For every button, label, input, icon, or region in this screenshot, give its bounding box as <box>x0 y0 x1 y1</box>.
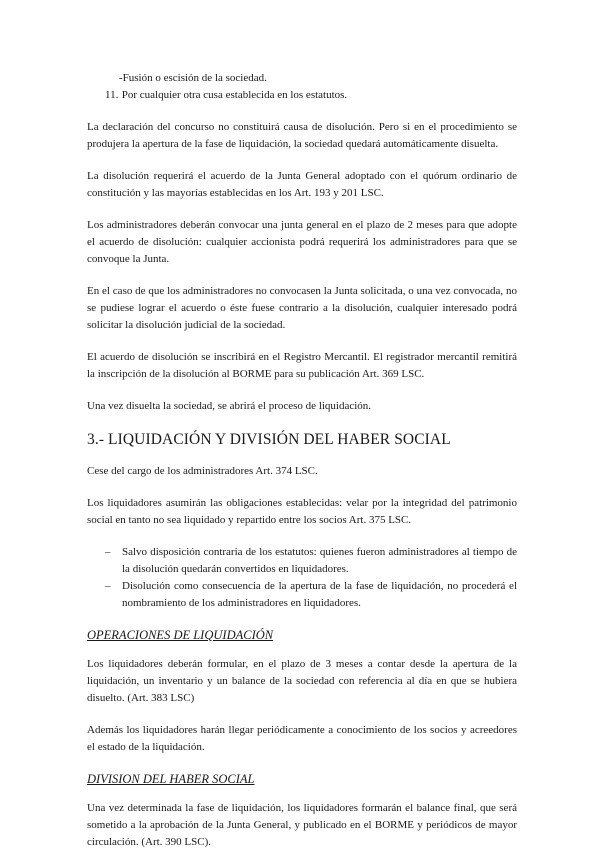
paragraph-disolucion-judicial: En el caso de que los administradores no convocasen la Junta solicitada, o una vez convocada, no se pudiese lograr el acuerdo o éste fuese contrario a la disolución, cualquier interesado podrá solicitar la disolución judicial de la sociedad. <box>87 285 517 331</box>
dash-bullet: – <box>105 546 111 558</box>
document-page <box>87 70 517 866</box>
list-item-number: 11. <box>105 89 119 101</box>
list-item-text: Por cualquier otra cusa establecida en los estatutos. <box>121 89 348 101</box>
paragraph-proceso-liquidacion: Una vez disuelta la sociedad, se abrirá el proceso de liquidación. <box>87 400 372 412</box>
list-item-text: Salvo disposición contraria de los estatutos: quienes fueron administradores al tiempo de la disolución quedarán convertidos en liquidadores. <box>122 546 517 575</box>
list-item-11 <box>87 87 517 104</box>
section-title: 3.- LIQUIDACIÓN Y DIVISIÓN DEL HABER SOCIAL <box>87 431 451 448</box>
paragraph-balance-final: Una vez determinada la fase de liquidación, los liquidadores formarán el balance final, que será sometido a la aprobación de la Junta General, y publicado en el BORME y periódicos de mayor circulación. (Art. 390 LSC). <box>87 802 517 848</box>
list-item <box>87 544 517 578</box>
list-item-fusion: -Fusión o escisión de la sociedad. <box>119 72 267 84</box>
subsection-title-division: DIVISION DEL HABER SOCIAL <box>87 772 255 786</box>
paragraph-junta-general: La disolución requerirá el acuerdo de la Junta General adoptado con el quórum ordinario de constitución y las mayorías establecidas en los Art. 193 y 201 LSC. <box>87 170 517 199</box>
subsection-title-operaciones: OPERACIONES DE LIQUIDACIÓN <box>87 628 274 642</box>
paragraph-inventario-balance: Los liquidadores deberán formular, en el plazo de 3 meses a contar desde la apertura de la liquidación, un inventario y un balance de la sociedad con referencia al día en que se hubiera disuelto. (Art. 383 LSC) <box>87 658 517 704</box>
paragraph-administradores-convocar: Los administradores deberán convocar una junta general en el plazo de 2 meses para que adopte el acuerdo de disolución: cualquier accionista podrá requerirá los administradores para que se convoque la Junta. <box>87 219 517 265</box>
paragraph-cese-cargo: Cese del cargo de los administradores Art. 374 LSC. <box>87 465 318 477</box>
list-item <box>87 578 517 612</box>
paragraph-registro-mercantil: El acuerdo de disolución se inscribirá en el Registro Mercantil. El registrador mercantil remitirá la inscripción de la disolución al BORME para su publicación Art. 369 LSC. <box>87 351 517 380</box>
dash-bullet: – <box>105 580 111 592</box>
dash-list <box>87 544 517 612</box>
list-item-text: Disolución como consecuencia de la apertura de la fase de liquidación, no procederá el nombramiento de los administradores en liquidadores. <box>122 580 517 609</box>
paragraph-estado-liquidacion: Además los liquidadores harán llegar periódicamente a conocimiento de los socios y acreedores el estado de la liquidación. <box>87 724 517 753</box>
paragraph-concurso: La declaración del concurso no constituirá causa de disolución. Pero si en el procedimiento se produjera la apertura de la fase de liquidación, la sociedad quedará automáticamente disuelta. <box>87 121 517 150</box>
paragraph-obligaciones-liquidadores: Los liquidadores asumirán las obligaciones establecidas: velar por la integridad del patrimonio social en tanto no sea liquidado y repartido entre los socios Art. 375 LSC. <box>87 497 517 526</box>
